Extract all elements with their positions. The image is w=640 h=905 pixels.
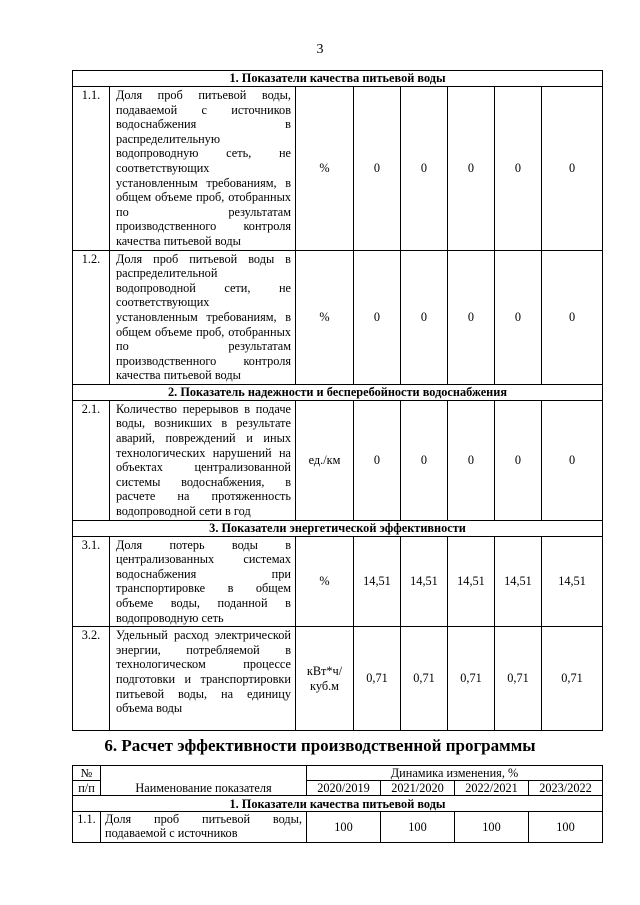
value-cell: 0,71 [401,627,448,731]
indicator-name: Количество перерывов в подаче воды, возникших в результате аварий, повреждений и иных технологических нарушений на объектах централизованной системы водоснабжения, в расчете на протяженность водопроводной сети в год [110,400,296,520]
table-row [73,812,603,843]
section-header-row [73,384,603,400]
value-cell: 0 [542,400,603,520]
section-header-row [73,520,603,536]
header-year: 2022/2021 [455,781,529,796]
indicator-name: Доля проб питьевой воды в распределительной водопроводной сети, не соответствующих установленным требованиям, в общем объеме проб, отобранных по результатам производственного контроля качества питьевой воды [110,250,296,384]
header-number: п/п [73,781,101,796]
efficiency-table [72,765,603,843]
value-cell: 14,51 [354,536,401,627]
value-cell: 0,71 [448,627,495,731]
section-title: 3. Показатели энергетической эффективности [73,520,603,536]
indicator-name: Доля проб питьевой воды, подаваемой с источников [101,812,307,843]
value-cell: 0 [354,400,401,520]
indicators-table [72,70,603,731]
unit-cell: % [296,250,354,384]
value-cell: 0 [448,87,495,251]
section-heading: 6. Расчет эффективности производственной программы [104,736,536,755]
indicator-name: Удельный расход электрической энергии, потребляемой в технологическом процессе подготовки и транспортировки питьевой воды, на единицу объема воды [110,627,296,731]
unit-cell: кВт*ч/ куб.м [296,627,354,731]
table-header-row [73,766,603,781]
row-number: 3.1. [73,536,110,627]
value-cell: 0 [401,87,448,251]
page-number: 3 [316,42,324,57]
value-cell: 0 [448,250,495,384]
header-year: 2020/2019 [307,781,381,796]
value-cell: 0 [542,87,603,251]
value-cell: 0 [354,250,401,384]
row-number: 1.1. [73,87,110,251]
value-cell: 0,71 [542,627,603,731]
indicator-name: Доля потерь воды в централизованных системах водоснабжения при транспортировке в общем объеме воды, поданной в водопроводную сеть [110,536,296,627]
row-number: 3.2. [73,627,110,731]
value-cell: 0,71 [495,627,542,731]
table-row [73,536,603,627]
value-cell: 14,51 [542,536,603,627]
value-cell: 100 [455,812,529,843]
value-cell: 14,51 [401,536,448,627]
value-cell: 0 [542,250,603,384]
header-dynamics: Динамика изменения, % [307,766,603,781]
row-number: 1.1. [73,812,101,843]
row-number: 1.2. [73,250,110,384]
value-cell: 0,71 [354,627,401,731]
value-cell: 0 [401,400,448,520]
value-cell: 100 [529,812,603,843]
value-cell: 14,51 [448,536,495,627]
value-cell: 0 [401,250,448,384]
value-cell: 0 [448,400,495,520]
table-row [73,400,603,520]
value-cell: 100 [307,812,381,843]
header-number: № [73,766,101,781]
unit-cell: % [296,87,354,251]
table-row [73,627,603,731]
section-header-row [73,71,603,87]
indicator-name: Доля проб питьевой воды, подаваемой с источников водоснабжения в распределительную водопроводную сеть, не соответствующих установленным требованиям, в общем объеме проб, отобранных по результатам производственного контроля качества питьевой воды [110,87,296,251]
table-row [73,250,603,384]
section-title: 2. Показатель надежности и бесперебойности водоснабжения [73,384,603,400]
value-cell: 0 [354,87,401,251]
value-cell: 14,51 [495,536,542,627]
header-year: 2023/2022 [529,781,603,796]
section-title: 1. Показатели качества питьевой воды [73,796,603,812]
header-year: 2021/2020 [381,781,455,796]
unit-cell: % [296,536,354,627]
section-header-row [73,796,603,812]
section-title: 1. Показатели качества питьевой воды [73,71,603,87]
unit-cell: ед./км [296,400,354,520]
value-cell: 0 [495,400,542,520]
value-cell: 0 [495,87,542,251]
value-cell: 0 [495,250,542,384]
value-cell: 100 [381,812,455,843]
row-number: 2.1. [73,400,110,520]
header-name: Наименование показателя [101,766,307,796]
table-row [73,87,603,251]
